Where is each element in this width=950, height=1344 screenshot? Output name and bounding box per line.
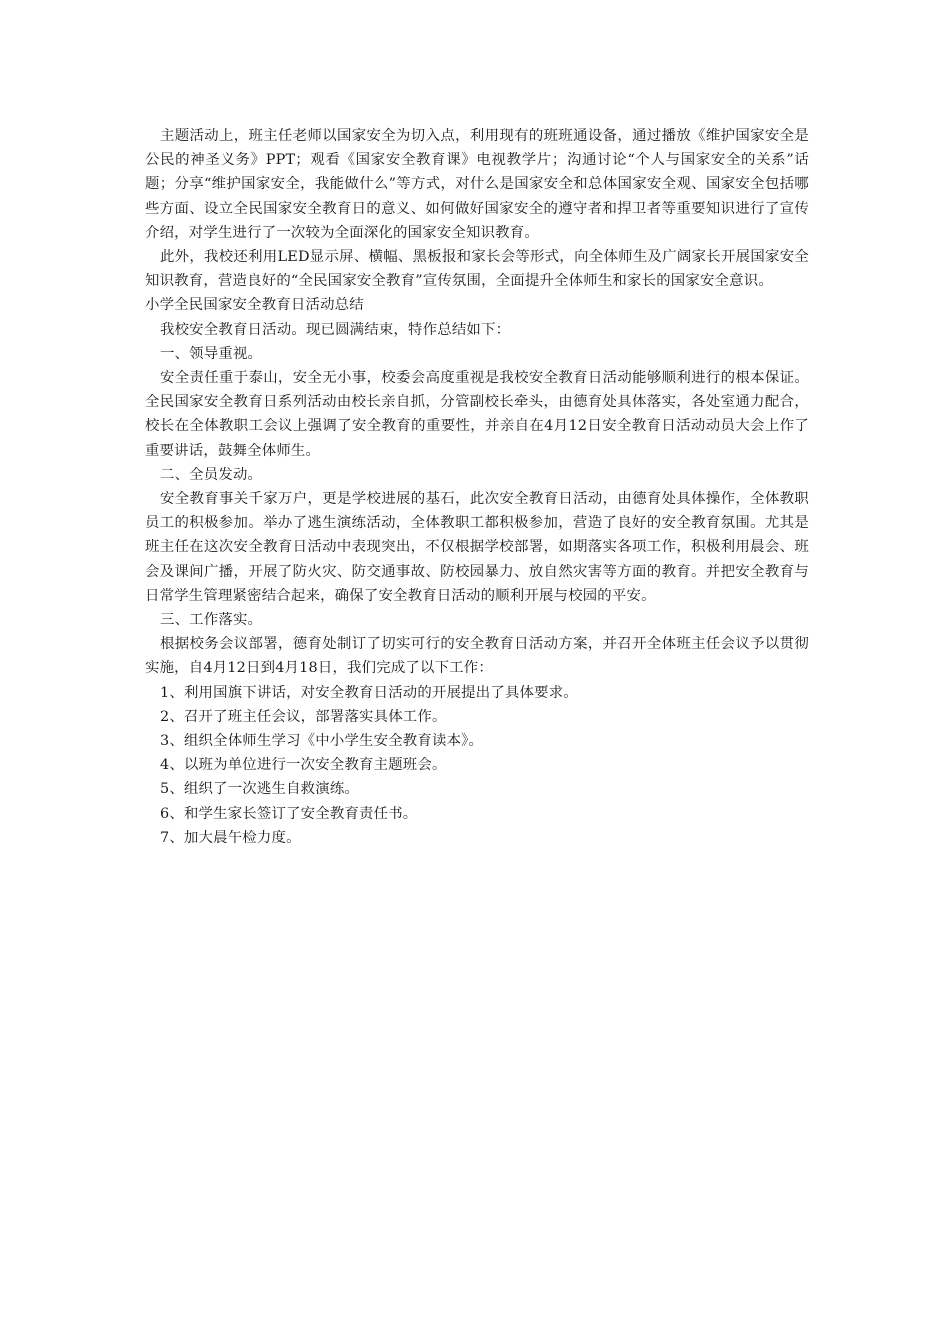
list-item: 7、加大晨午检力度。 bbox=[160, 829, 301, 846]
paragraph-leadership: 安全责任重于泰山，安全无小事，校委会高度重视是我校安全教育日活动能够顺利进行的根本保证。全民国家安全教育日系列活动由校长亲自抓，分管副校长牵头，由德育处具体落实，各处室通力配合，校长在全体教职工会议上强调了安全教育的重要性，并亲自在4月12日安全教育日活动动员大会上作了重要讲话，鼓舞全体师生。 bbox=[145, 370, 809, 459]
paragraph-intro: 我校安全教育日活动。现已圆满结束，特作总结如下： bbox=[160, 321, 511, 338]
section-title: 小学全民国家安全教育日活动总结 bbox=[145, 297, 364, 314]
heading-implementation: 三、工作落实。 bbox=[160, 612, 263, 629]
list-item: 6、和学生家长签订了安全教育责任书。 bbox=[160, 805, 418, 822]
list-item: 5、组织了一次逃生自救演练。 bbox=[160, 781, 360, 798]
list-item: 4、以班为单位进行一次安全教育主题班会。 bbox=[160, 757, 447, 774]
heading-leadership: 一、领导重视。 bbox=[160, 345, 263, 362]
heading-mobilization: 二、全员发动。 bbox=[160, 466, 263, 483]
paragraph-led-publicity: 此外，我校还利用LED显示屏、横幅、黑板报和家长会等形式，向全体师生及广阔家长开展国家安全知识教育，营造良好的“全民国家安全教育”宣传氛围，全面提升全体师生和家长的国家安全意识。 bbox=[145, 249, 809, 290]
list-item: 2、召开了班主任会议，部署落实具体工作。 bbox=[160, 708, 447, 725]
list-item: 3、组织全体师生学习《中小学生安全教育读本》。 bbox=[160, 733, 484, 750]
document-page bbox=[145, 124, 809, 850]
paragraph-implementation: 根据校务会议部署，德育处制订了切实可行的安全教育日活动方案，并召开全体班主任会议予以贯彻实施，自4月12日到4月18日，我们完成了以下工作： bbox=[145, 636, 809, 677]
paragraph-mobilization: 安全教育事关千家万户，更是学校进展的基石，此次安全教育日活动，由德育处具体操作，全体教职员工的积极参加。举办了逃生演练活动，全体教职工都积极参加，营造了良好的安全教育氛围。尤其是班主任在这次安全教育日活动中表现突出，不仅根据学校部署，如期落实各项工作，积极利用晨会、班会及课间广播，开展了防火灾、防交通事故、防校园暴力、放自然灾害等方面的教育。并把安全教育与日常学生管理紧密结合起来，确保了安全教育日活动的顺利开展与校园的平安。 bbox=[145, 491, 809, 604]
paragraph-theme-activity: 主题活动上，班主任老师以国家安全为切入点，利用现有的班班通设备，通过播放《维护国家安全是公民的神圣义务》PPT；观看《国家安全教育课》电视教学片；沟通讨论“个人与国家安全的关系”话题；分享“维护国家安全，我能做什么”等方式，对什么是国家安全和总体国家安全观、国家安全包括哪些方面、设立全民国家安全教育日的意义、如何做好国家安全的遵守者和捍卫者等重要知识进行了宣传介绍，对学生进行了一次较为全面深化的国家安全知识教育。 bbox=[145, 128, 809, 241]
list-item: 1、利用国旗下讲话，对安全教育日活动的开展提出了具体要求。 bbox=[160, 684, 578, 701]
